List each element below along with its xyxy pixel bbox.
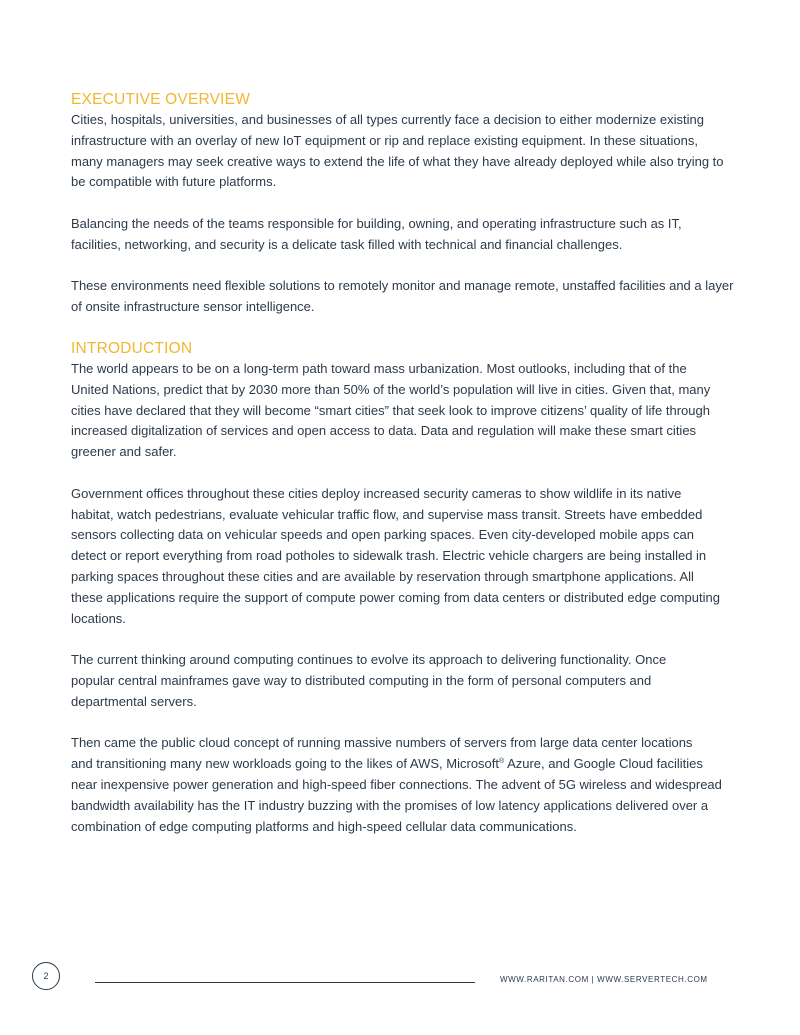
section-heading: INTRODUCTION [71,339,193,357]
paragraph-spacer [71,463,736,484]
text-line: detect or report everything from road potholes to sidewalk trash. Electric vehicle chargers are being installed in [71,548,707,564]
text-line: The current thinking around computing continues to evolve its approach to delivering functionality. Once [71,652,667,668]
paragraph-spacer [71,256,736,277]
text-line [71,754,736,775]
page-number: 2 [32,962,60,990]
paragraph [71,110,736,193]
footer-url: WWW.RARITAN.COM | WWW.SERVERTECH.COM [500,975,708,984]
text-line: habitat, watch pedestrians, evaluate vehicular traffic flow, and supervise mass transit. Streets have embedded [71,506,703,522]
text-line: The world appears to be on a long-term path toward mass urbanization. Most outlooks, including that of the [71,360,687,376]
registered-mark: ® [499,758,505,766]
text-line: Cities, hospitals, universities, and businesses of all types currently face a decision to either modernize existing [71,112,704,127]
paragraph [71,276,736,318]
text-line: near inexpensive power generation and high-speed fiber connections. The advent of 5G wireless and widespread [71,776,722,792]
section-heading: EXECUTIVE OVERVIEW [71,91,251,108]
text-line: bandwidth availability has the IT industry buzzing with the promises of low latency applications delivered over a [71,797,709,813]
section-spacer [71,318,736,339]
text-line: These environments need flexible solutions to remotely monitor and manage remote, unstaffed facilities and a layer [71,278,734,294]
text-line: popular central mainframes gave way to distributed computing in the form of personal computers and [71,672,652,688]
paragraph [71,733,736,837]
text-line: sensors collecting data on vehicular speeds and open parking spaces. Even city-developed mobile apps can [71,527,694,543]
text-line: departmental servers. [71,693,197,709]
text-line: infrastructure with an overlay of new IoT equipment or rip and replace existing equipment. In these situations, [71,132,698,148]
text-line: Then came the public cloud concept of running massive numbers of servers from large data center locations [71,735,693,751]
text-line: of onsite infrastructure sensor intelligence. [71,299,315,315]
paragraph [71,650,736,712]
paragraph-spacer [71,629,736,650]
text-line: Government offices throughout these cities deploy increased security cameras to show wildlife in its native [71,485,682,501]
text-line: facilities, networking, and security is a delicate task filled with technical and financial challenges. [71,236,623,252]
paragraph [71,359,736,463]
text-line: these applications require the support of compute power coming from data centers or distributed edge computing [71,589,720,605]
text-line: many managers may seek creative ways to extend the life of what they have already deployed while also trying to [71,153,724,169]
text-line: combination of edge computing platforms and high-speed cellular data communications. [71,818,577,834]
paragraph [71,484,736,630]
paragraph-spacer [71,193,736,214]
document-body [71,90,736,837]
text-line: greener and safer. [71,444,177,460]
text-line: Balancing the needs of the teams responsible for building, owning, and operating infrastructure such as IT, [71,215,682,231]
text-line: locations. [71,610,126,626]
text-line: cities have declared that they will become “smart cities” that seek look to improve citizens’ quality of life through [71,402,710,418]
text-span: and transitioning many new workloads going to the likes of AWS, Microsoft [71,756,500,772]
text-span: Azure, and Google Cloud facilities [504,756,703,772]
text-line: parking spaces throughout these cities and are available by reservation through smartphone applications. All [71,568,694,584]
paragraph-spacer [71,713,736,734]
paragraph [71,214,736,256]
text-line: increased digitalization of services and open access to data. Data and regulation will make these smart cities [71,423,697,439]
footer-divider [95,982,475,983]
text-line: be compatible with future platforms. [71,174,277,190]
text-line: United Nations, predict that by 2030 more than 50% of the world’s population will live in cities. Given that, many [71,381,711,397]
